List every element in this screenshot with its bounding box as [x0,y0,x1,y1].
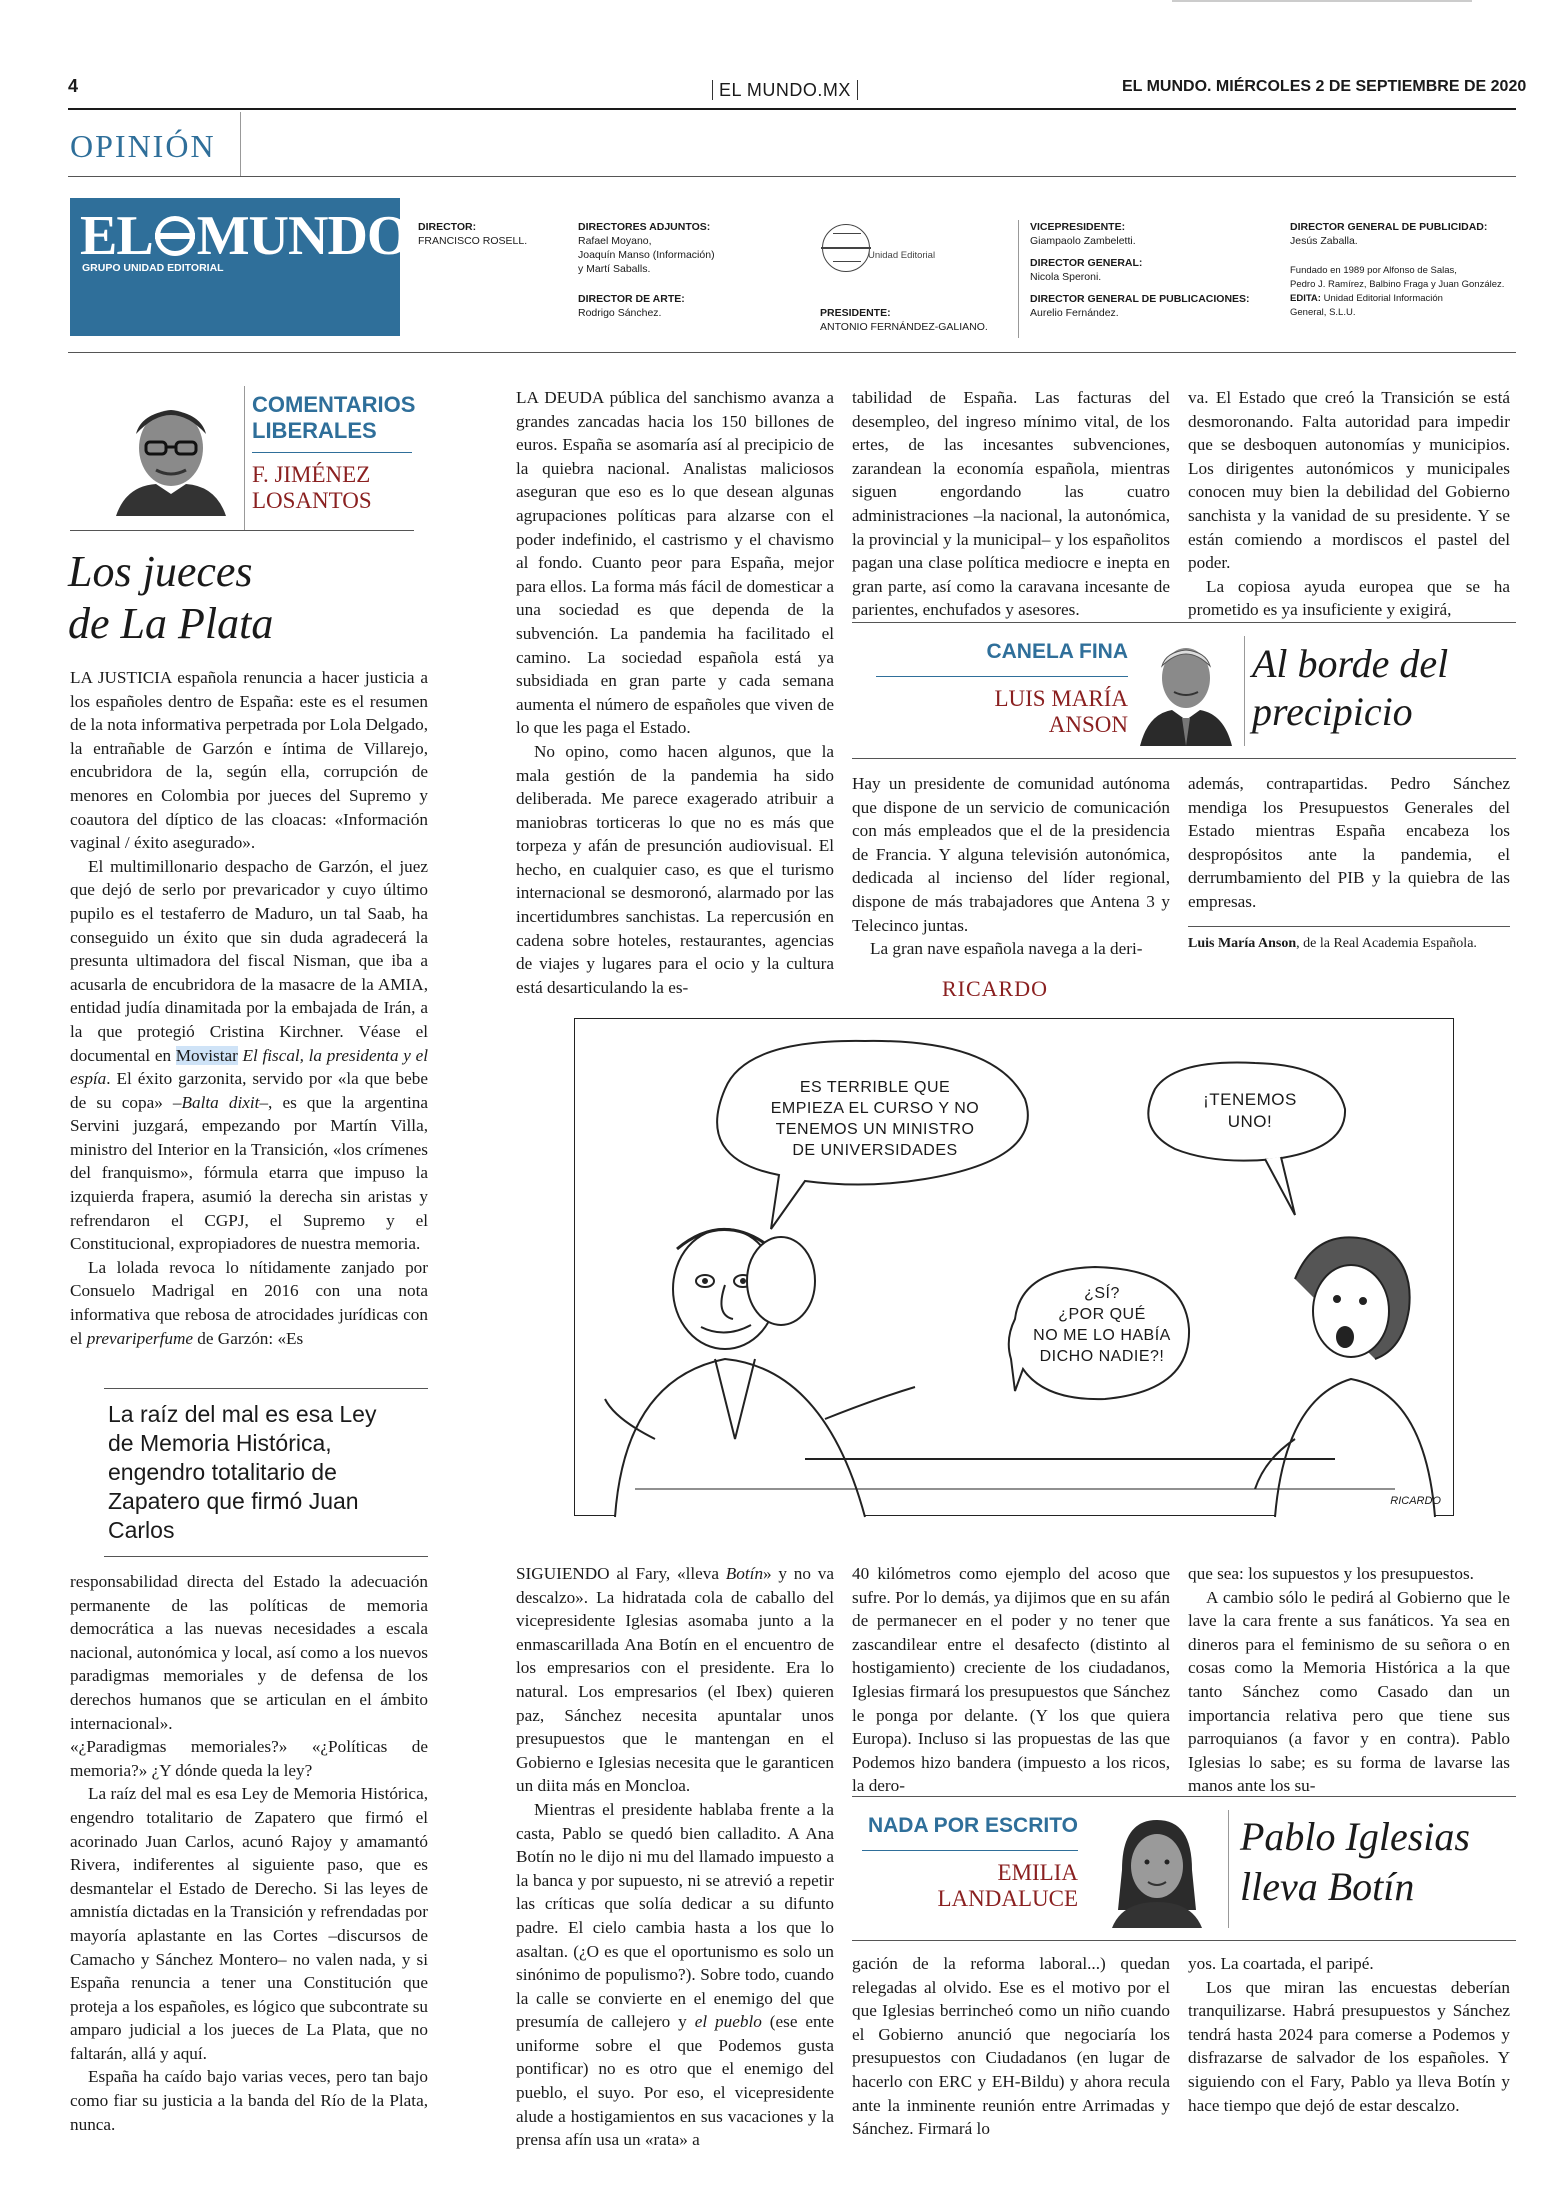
paragraph: gación de la reforma laboral...) quedan relegadas al olvido. Ese es el motivo por el que Iglesias berrincheó como un niño cuando el Gobierno anunció que negociaría los presupuestos con Ciudadanos (en lugar de hacerlo con ERC y EH-Bildu) y ahora recula ante la inminente reunión entre Arrimadas y Sánchez. Firmará lo [852,1954,1170,2139]
bubble-line: DICHO NADIE?! [1039,1348,1165,1365]
paragraph: que sea: los supuestos y los presupuestos. [1188,1564,1474,1583]
adjuntos-line: y Martí Saballs. [578,263,651,275]
paragraph: «¿Paradigmas memoriales?» «¿Políticas de memoria?» ¿Y dónde queda la ley? [70,1737,428,1780]
masthead-director [418,220,527,248]
landaluce-col-a [516,1562,835,2150]
italic-text: El fiscal, la presidenta y el espía [70,1045,429,1089]
landaluce-col-c [1188,1562,1510,1796]
ue-logo-text: Unidad Editorial [868,250,936,261]
headline-line: precipicio [1252,689,1413,734]
headline-line: Los jueces [68,547,253,596]
text-run: » y no va descalzo». La hidratada cola de caballo del vicepresidente Iglesias asomaba junto a la enmascarillada Ana Botín en el encuentro de los empresarios con el presidente. Era lo natural. Los empresarios (el Ibex) quieren paz, Sánchez necesita apuntalar unos presupuestos que le mantengan en el Gobierno e Iglesias necesita que le garanticen un diita más en Moncloa. [516,1564,834,1796]
author-photo-anson [1136,636,1236,746]
bubble-line: ¿SÍ? [1084,1285,1120,1302]
headline-landaluce [1240,1812,1470,1912]
headline-jueces [68,546,273,650]
landaluce-col-c2 [1188,1952,1510,2132]
bubble-line: NO ME LO HABÍA [1033,1327,1171,1344]
signature-name: Luis María Anson [1188,936,1297,951]
publicidad-label: DIRECTOR GENERAL DE PUBLICIDAD: [1290,221,1488,233]
bubble-man-text [745,1077,1005,1161]
author-line: F. JIMÉNEZ [252,462,371,487]
italic-text: el pueblo [694,2012,762,2032]
bubble-question-text [1027,1283,1177,1367]
anson-col-a [516,386,834,997]
headline-line: Pablo Iglesias [1240,1814,1470,1859]
text-run: . El éxito garzonita, servido por «la que bebe de su copa» – [70,1069,428,1112]
paragraph [516,1798,834,2152]
paragraph: LA JUSTICIA española renuncia a hacer justicia a los españoles dentro de España: este es el resumen de la nota informativa perpetrada por Lola Delgado, la entrañable de Garzón e íntima de Villarejo, encubridora de la, según ella, corrupción de menores en Colombia por jueces del Supremo y coautora del díptico de las cloacas: «Información vaginal / éxito asegurado». [70,668,428,853]
page-number: 4 [68,76,79,96]
kicker-canela: CANELA FINA [986,640,1128,663]
cartoon [574,1018,1454,1516]
logo-mundo: MUNDO [196,205,410,267]
fundado-line: Pedro J. Ramírez, Balbino Fraga y Juan González. [1290,279,1505,290]
publicidad-name: Jesús Zaballa. [1290,235,1358,247]
bubble-line: DE UNIVERSIDADES [792,1142,958,1159]
headline-line: lleva Botín [1240,1864,1415,1909]
text-run: Mientras el presidente hablaba frente a la casta, Pablo se quedó bien calladito. A Ana Botín no le dijo ni mu del llamado impuesto a la banca y por supuesto, ni se atrevió a repetir las críticas que solía dedicar a su difunto padre. El cielo cambia hasta a los que lo asaltan. (¿O es que el oportunismo es solo un sinónimo de populismo?). Sobre todo, cuando la calle se convierte en el enemigo del que presumía de callejero y [516,1799,834,2032]
anson-col-b2 [852,772,1170,964]
ue-globe-icon [822,224,870,272]
edita-label: EDITA: [1290,293,1321,304]
ue-logo [820,222,940,282]
masthead-presidente [820,306,988,334]
author-line: LANDALUCE [937,1886,1078,1911]
paragraph: La gran nave española navega a la deri- [870,939,1143,959]
author-anson [888,686,1128,738]
italic-text: Balta dixit [181,1092,260,1112]
author-line: EMILIA [997,1860,1078,1885]
paragraph: Hay un presidente de comunidad autónoma que dispone de un servicio de comunicación con más empleados que el de la presidencia de Francia. Y alguna televisión autonómica, dedicada al incienso del líder regional, dispone de más trabajadores que Antena 3 y Telecinco juntas. [852,774,1170,935]
dateline: EL MUNDO. MIÉRCOLES 2 DE SEPTIEMBRE DE 2020 [1122,78,1527,95]
general-name: Nicola Speroni. [1030,271,1102,283]
paragraph: va. El Estado que creó la Transición se está desmoronando. Falta autoridad para impedir que se desboquen autonomías y municipios. Los dirigentes autonómicos y municipales conocen muy bien la debilidad del Gobierno sanchista y la vanidad de su presidente. Y se están comiendo a mordiscos el pastel del poder. [1188,388,1510,573]
paragraph: yos. La coartada, el paripé. [1188,1954,1374,1973]
kicker-nada: NADA POR ESCRITO [867,1814,1078,1837]
general-label: DIRECTOR GENERAL: [1030,257,1143,269]
text-run: La lolada revoca lo nítidamente zanjado por Consuelo Madrigal en 2016 con una nota informativa que rebosa de atrocidades jurídicas con el [70,1257,428,1348]
headline-line: Al borde del [1252,641,1449,686]
text-run: (ese ente uniforme sobre el que Podemos gusta pontificar) no es otro que el enemigo del pueblo, el suyo. Por eso, el vicepresidente alude a hostigamientos en sus vacaciones y la prensa afín usa un «rata» a [516,2012,835,2150]
paragraph: España ha caído bajo varias veces, pero tan bajo como fiar su justicia a la banda del Río de la Plata, nunca. [70,2067,428,2134]
director-name: FRANCISCO ROSELL. [418,235,528,247]
fundado-line: Fundado en 1989 por Alfonso de Salas, [1290,265,1457,276]
paragraph: tabilidad de España. Las facturas del desempleo, del ingreso mínimo vital, de los ertes, de las incesantes subvenciones, zarandean la economía española, mientras siguen engordando las cuatro administraciones –la nacional, la autonómica, la provincial y la municipal– y los españolitos pagan una clase política mediocre e inepta en gran parte, así como la caravana incesante de parientes, enchufados y asesores. [852,388,1170,620]
landaluce-col-b [852,1562,1170,1796]
landaluce-col-b2 [852,1952,1170,2139]
body-losantos-bottom [70,1570,428,2134]
paragraph: La copiosa ayuda europea que se ha prometido es ya insuficiente y exigirá, [1188,576,1510,620]
cartoon-signature: RICARDO [1390,1495,1441,1507]
logo-subtitle: GRUPO UNIDAD EDITORIAL [82,262,224,274]
anson-signature [1188,936,1477,952]
presidente-name: ANTONIO FERNÁNDEZ-GALIANO. [820,321,988,333]
body-losantos-top [70,666,428,1384]
paragraph: No opino, como hacen algunos, que la mala gestión de la pandemia ha sido deliberada. Me parece exagerado atribuir a maniobras torticeras lo que no es más que torpeza y afán de presunción audiovisual. El hecho, en cualquier caso, es que el turismo internacional se desmoronó, alarmado por las incertidumbres sanchistas. La repercusión en cadena sobre hoteles, restaurantes, agencias de viajes y lugares para el ocio y la cultura está desarticulando la es- [516,741,834,997]
anson-col-c2 [1188,772,1510,922]
italic-text: prevariperfume [86,1328,193,1348]
kicker-line: LIBERALES [252,418,377,443]
anson-col-b [852,386,1170,620]
masthead-adjuntos [578,220,715,320]
bubble-line: ¿POR QUÉ [1058,1306,1146,1323]
bubble-line: ES TERRIBLE QUE [799,1079,951,1096]
adjuntos-line: Rafael Moyano, [578,235,652,247]
author-losantos [252,462,372,514]
bubble-line: ¡TENEMOS [1203,1090,1297,1109]
paragraph: responsabilidad directa del Estado la adecuación permanente de las políticas de memoria democrática a las nuevas necesidades a escala nacional, autonómica y local, así como a los nuevos paradigmas memoriales y de defensa de los derechos humanos que se articulan en el ámbito internacional». [70,1572,428,1733]
edita-line [1290,292,1504,306]
paragraph [70,855,428,1256]
headline-line: de La Plata [68,599,274,648]
text-run: de Garzón: «Es [192,1328,304,1348]
author-landaluce [860,1860,1078,1912]
edita-text: Unidad Editorial Información [1323,293,1443,304]
globe-icon [155,216,195,256]
paragraph: 40 kilómetros como ejemplo del acoso que sufre. Por lo demás, ya dijimos que en su afán de permanecer en el poder y no tener que zascandilear entre el desafecto (distinto al hostigamiento) creciente de los ciudadanos, Iglesias firmará los presupuestos que Sánchez le ponga por delante. (Y los que quiera Europa). Incluso si las propuestas de las que Podemos hizo bandera (impuesto a los ricos, la dero- [852,1564,1170,1796]
signature-text: , de la Real Academia Española. [1296,936,1477,951]
masthead-logo [70,198,410,336]
author-photo-landaluce [1092,1810,1222,1928]
paragraph: además, contrapartidas. Pedro Sánchez mendiga los Presupuestos Generales del Estado mientras España encabeza los despropósitos ante la pandemia, el derrumbamiento del PIB y la quiebra de las empresas. [1188,774,1510,911]
kicker-comentarios [252,392,415,444]
vice-label: VICEPRESIDENTE: [1030,221,1126,233]
author-photo-losantos [106,386,236,516]
paragraph: A cambio sólo le pedirá al Gobierno que le lave la cara frente a sus fanáticos. Ya sea en dineros para el feminismo de su señora o en cosas como la Memoria Histórica a la que tanto Sánchez como Casado dan un importancia relativa pero que tiene sus parroquianos (a favor y en contra). Pablo Iglesias lo sabe; es su forma de lavarse las manos ante los su- [1188,1587,1510,1796]
paragraph: Los que miran las encuestas deberían tranquilizarse. Habrá presupuestos y Sánchez tendrá hasta 2024 para comerse a Podemos y disfrazarse de salvador de los españoles. Y siguiendo con el Fary, Pablo ya lleva Botín y hace tiempo que dejó de estar descalzo. [1188,1977,1510,2115]
author-line: ANSON [1048,712,1128,737]
bubble-line: TENEMOS UN MINISTRO [775,1121,975,1138]
vice-name: Giampaolo Zambeletti. [1030,235,1136,247]
section-title: OPINIÓN [70,128,216,164]
bubble-line: EMPIEZA EL CURSO Y NO [770,1100,980,1117]
arte-name: Rodrigo Sánchez. [578,307,662,319]
publicaciones-label: DIRECTOR GENERAL DE PUBLICACIONES: [1030,293,1250,305]
author-line: LUIS MARÍA [994,686,1128,711]
bubble-line: UNO! [1227,1112,1273,1131]
publicaciones-name: Aurelio Fernández. [1030,307,1119,319]
presidente-label: PRESIDENTE: [820,307,891,319]
author-line: LOSANTOS [252,488,372,513]
edita-line: General, S.L.U. [1290,307,1356,318]
paragraph: LA DEUDA pública del sanchismo avanza a grandes zancadas hacia los 150 billones de euros. España se asomaría así al precipicio de la quiebra nacional. Analistas maliciosos aseguran que eso es lo que desean algunas agrupaciones políticas para alzarse con el poder indefinido, el castrismo y el chavismo al fondo. Cuanto peor para España, mejor para ellos. La forma más fácil de domesticar a una sociedad es que dependa de la subvención. La pandemia ha facilitado el camino. La sociedad española está ya subsidiada en gran parte y cada semana aumenta el número de españoles que viven de lo que les paga el Estado. [516,388,834,738]
site-name [712,80,858,101]
arte-label: DIRECTOR DE ARTE: [578,293,685,305]
highlighted-text: Movistar [175,1045,238,1065]
logo-el: EL [80,205,153,267]
cartoon-credit: RICARDO [942,976,1049,1001]
kicker-line: COMENTARIOS [252,392,416,417]
site-label: EL MUNDO.MX [712,80,858,100]
pullquote: La raíz del mal es esa Ley de Memoria Histórica, engendro totalitario de Zapatero que firmó Juan Carlos [108,1401,377,1543]
text-run: –, es que la argentina Servini juzgará, empezando por Martín Villa, ministro del Interior en la Transición, «los crímenes del franquismo», fórmula etarra que impuso la izquierda frapera, asumió la derecha sin aristas y refrendaron el CGPJ, el Supremo y el Constitucional, expropiadores de nuestra memoria. [70,1092,428,1254]
masthead-vice [1030,220,1250,320]
adjuntos-label: DIRECTORES ADJUNTOS: [578,221,711,233]
adjuntos-line: Joaquín Manso (Información) [578,249,715,261]
masthead-publicidad [1290,220,1504,320]
text-run: El multimillonario despacho de Garzón, el juez que dejó de serlo por prevaricador y cuyo último pupilo es el testaferro de Maduro, un tal Saab, ha conseguido un éxito que sin duda agradecerá la presunta ultimadora del fiscal Nisman, que iba a acusarla de encubridora de la masacre de la AMIA, entidad judía dinamitada por la embajada de Irán, a la que protegió Cristina Kirchner. Véase el documental en [70,856,428,1065]
italic-text: Botín [725,1564,764,1583]
paragraph [70,1256,428,1350]
bubble-woman-text [1175,1089,1325,1133]
headline-anson [1252,640,1448,736]
paragraph [516,1562,834,1798]
anson-col-c [1188,386,1510,620]
text-run: SIGUIENDO al Fary, «lleva [516,1564,726,1583]
paragraph: La raíz del mal es esa Ley de Memoria Histórica, engendro totalitario de Zapatero que firmó el acorinado Juan Carlos, acunó Rajoy y amamantó Rivera, indiferentes al siguiente paso, que es desmantelar el Estado de Derecho. Si las leyes de amnistía dictadas en la Transición y refrendadas por mayoría aplastante en las Cortes –discursos de Camacho y Sánchez Montero– no valen nada, y si España renuncia a tener una Constitución que proteja a los españoles, es lógico que subcontrate su amparo judicial a los jueces de La Plata, que no faltarán, allá y aquí. [70,1784,428,2063]
director-label: DIRECTOR: [418,221,477,233]
